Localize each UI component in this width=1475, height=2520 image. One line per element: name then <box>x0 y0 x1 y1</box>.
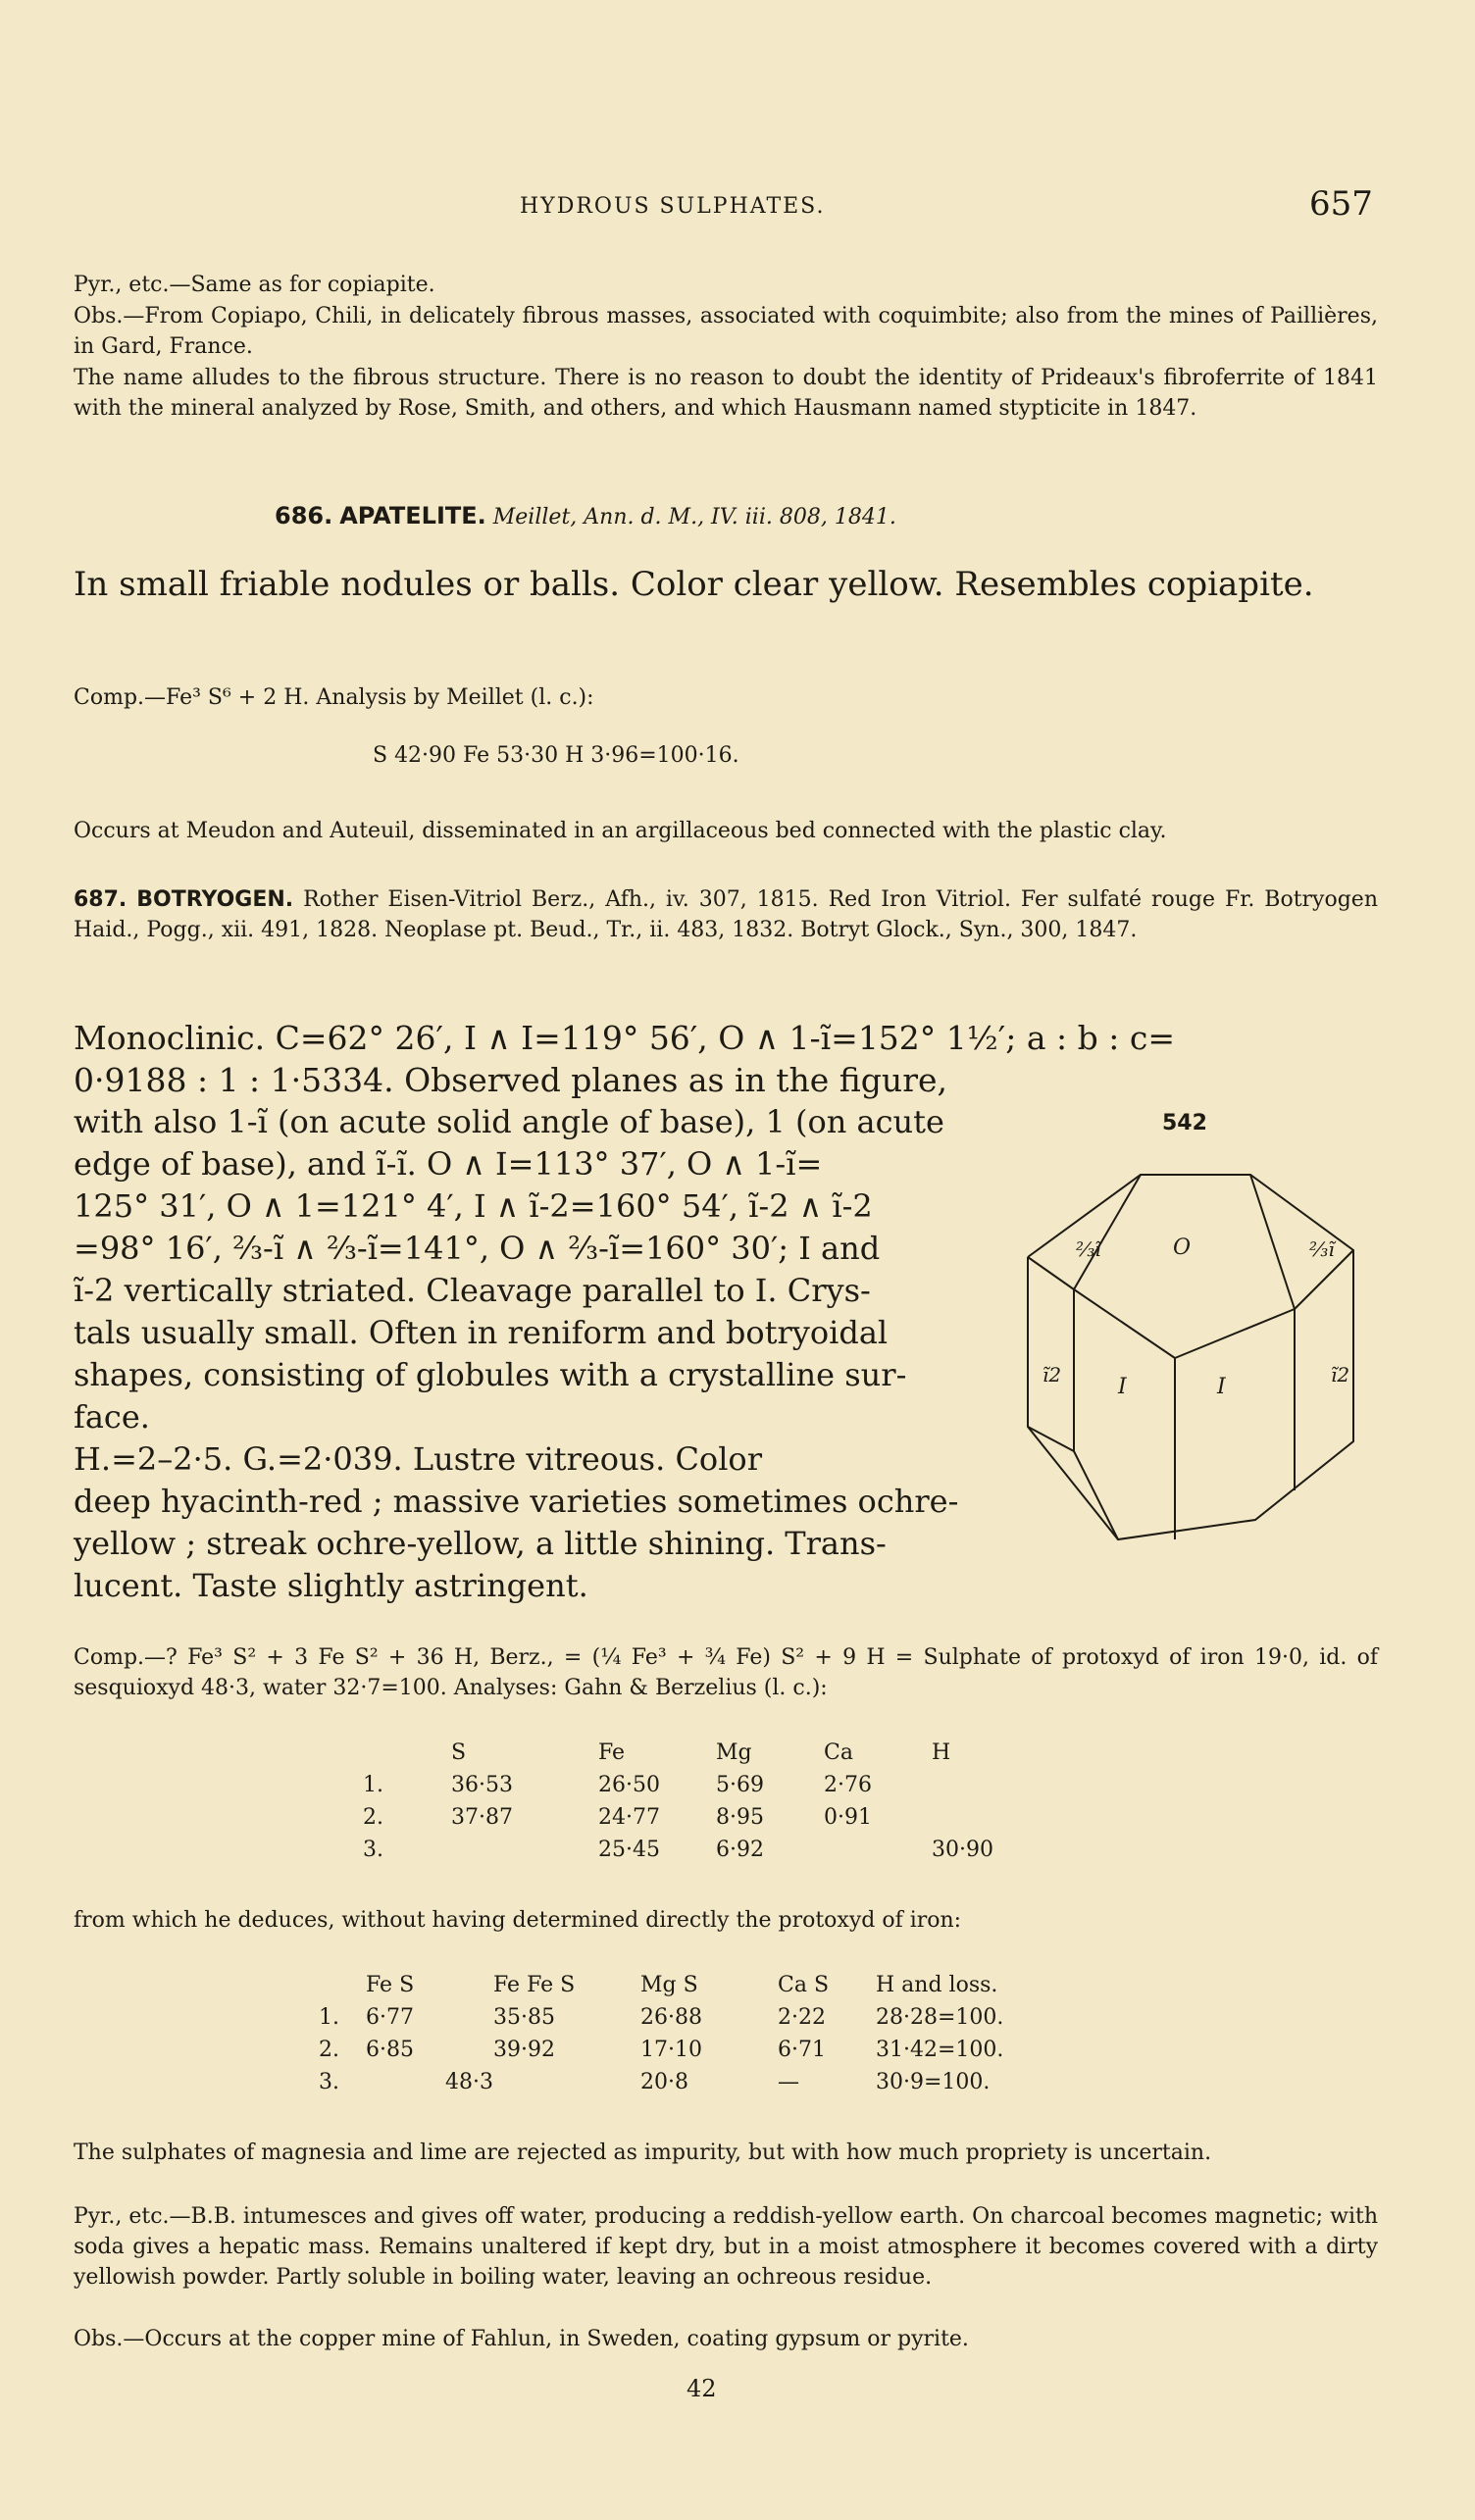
table-header: Mg S <box>640 1973 698 1997</box>
table-cell: 39·92 <box>493 2038 555 2062</box>
table-cell: 3. <box>319 2070 339 2094</box>
table-header-row <box>363 1737 1010 1769</box>
table-cell <box>932 1769 1010 1801</box>
table-cell: 6·92 <box>716 1838 764 1862</box>
table-header-row <box>319 1969 1052 2001</box>
apatelite-number: 686. <box>275 502 333 529</box>
table-header: Ca <box>824 1740 853 1765</box>
analysis-table-2 <box>319 1969 1052 2098</box>
label-top-right: ⅔ĩ <box>1309 1237 1335 1261</box>
table-header: H and loss. <box>876 1973 998 1997</box>
table-cell: 31·42=100. <box>876 2038 1004 2062</box>
table-header: Fe S <box>366 1973 415 1997</box>
botryogen-name: BOTRYOGEN. <box>136 887 294 912</box>
table-cell: 26·50 <box>598 1773 660 1797</box>
apatelite-heading <box>275 502 896 529</box>
table-header: Ca S <box>778 1973 830 1997</box>
description-line: shapes, consisting of globules with a crystalline sur- <box>74 1356 907 1393</box>
botryogen-crystal-line-2: 0·9188 : 1 : 1·5334. Observed planes as in the figure, <box>74 1061 947 1099</box>
pyr-paragraph: Pyr., etc.—Same as for copiapite. <box>74 273 435 297</box>
description-line: edge of base), and ĩ-ĩ. O ∧ I=113° 37′, O ∧ 1-ĩ= <box>74 1145 823 1183</box>
table-row <box>363 1769 1010 1801</box>
table-header <box>319 1969 366 2001</box>
analysis-table-1 <box>363 1737 1010 1866</box>
running-title: HYDROUS SULPHATES. <box>520 194 826 219</box>
table-cell <box>493 2066 640 2098</box>
description-line: tals usually small. Often in reniform and botryoidal <box>74 1314 889 1351</box>
table-header: S <box>451 1740 467 1765</box>
crystal-edge <box>1074 1451 1118 1539</box>
table-cell: 6·77 <box>366 2005 414 2030</box>
crystal-edge <box>1074 1289 1175 1358</box>
table-cell: 5·69 <box>716 1773 764 1797</box>
label-left: ĩ2 <box>1043 1363 1062 1386</box>
apatelite-description: In small friable nodules or balls. Color clear yellow. Resembles copiapite. <box>74 565 1314 604</box>
table-cell: 20·8 <box>640 2070 688 2094</box>
botryogen-description <box>74 1101 986 1607</box>
apatelite-analysis: S 42·90 Fe 53·30 H 3·96=100·16. <box>373 743 739 768</box>
table-cell: 35·85 <box>493 2005 555 2030</box>
botryogen-pyr: Pyr., etc.—B.B. intumesces and gives off water, producing a reddish-yellow earth. On charcoal becomes magnetic; with soda gives a hepatic mass. Remains unaltered if kept dry, but in a moist atmosphere it becomes covered with a dirty yellowish powder. Partly soluble in boiling water, leaving an ochreous residue. <box>74 2204 1378 2290</box>
table-cell: 28·28=100. <box>876 2005 1004 2030</box>
table-cell: 2. <box>319 2038 339 2062</box>
description-line: deep hyacinth-red ; massive varieties sometimes ochre- <box>74 1483 959 1520</box>
botryogen-comp: Comp.—? Fe³ S² + 3 Fe S² + 36 H, Berz., = (¼ Fe³ + ¾ Fe) S² + 9 H = Sulphate of protoxyd of iron 19·0, id. of sesquioxyd 48·3, water 32·7=100. Analyses: Gahn & Berzelius (l. c.): <box>74 1645 1378 1700</box>
signature-mark: 42 <box>687 2375 717 2402</box>
botryogen-synonym-text: Rother Eisen-Vitriol Berz., Afh., iv. 307, 1815. Red Iron Vitriol. Fer sulfaté rouge Fr. Botryogen Haid., Pogg., xii. 491, 1828. Neoplase pt. Beud., Tr., ii. 483, 1832. Botryt Glock., Syn., 300, 1847. <box>74 887 1378 942</box>
botryogen-obs: Obs.—Occurs at the copper mine of Fahlun, in Sweden, coating gypsum or pyrite. <box>74 2327 969 2351</box>
obs-paragraph: Obs.—From Copiapo, Chili, in delicately fibrous masses, associated with coquimbite; also from the mines of Paillières, in Gard, France. <box>74 304 1378 359</box>
table-cell <box>451 1834 598 1866</box>
table-cell: 30·9=100. <box>876 2070 991 2094</box>
table-cell: 1. <box>319 2005 339 2030</box>
description-line: lucent. Taste slightly astringent. <box>74 1567 588 1604</box>
apatelite-ref: Meillet, Ann. d. M., IV. iii. 808, 1841. <box>492 505 896 529</box>
table-cell: 48·3 <box>445 2070 493 2094</box>
table-cell: 36·53 <box>451 1773 513 1797</box>
table-cell: 37·87 <box>451 1805 513 1830</box>
description-line: with also 1-ĩ (on acute solid angle of base), 1 (on acute <box>74 1103 944 1140</box>
table-cell <box>824 1834 932 1866</box>
description-line: ĩ-2 vertically striated. Cleavage parallel to I. Crys- <box>74 1272 871 1309</box>
table-header: Fe Fe S <box>493 1973 576 1997</box>
crystal-edge <box>1074 1175 1141 1289</box>
name-paragraph: The name alludes to the fibrous structure. There is no reason to doubt the identity of Prideaux's fibroferrite of 1841 with the mineral analyzed by Rose, Smith, and others, and which Hausmann named stypticite in 1847. <box>74 366 1378 421</box>
table-cell: 3. <box>363 1838 383 1862</box>
table-row <box>319 2066 1052 2098</box>
table-cell: — <box>778 2070 799 2094</box>
table-cell: 25·45 <box>598 1838 660 1862</box>
botryogen-crystal-line-1: Monoclinic. C=62° 26′, I ∧ I=119° 56′, O ∧ 1-ĩ=152° 1½′; a : b : c= <box>74 1019 1175 1057</box>
apatelite-name: APATELITE. <box>339 502 486 529</box>
label-top-left: ⅔ĩ <box>1076 1237 1101 1261</box>
table-cell: 17·10 <box>640 2038 702 2062</box>
table-row <box>319 2034 1052 2066</box>
table-cell: 6·71 <box>778 2038 826 2062</box>
table-cell: 8·95 <box>716 1805 764 1830</box>
table-cell <box>932 1801 1010 1834</box>
table-header: Mg <box>716 1740 752 1765</box>
description-line: 125° 31′, O ∧ 1=121° 4′, I ∧ ĩ-2=160° 54′, ĩ-2 ∧ ĩ-2 <box>74 1187 873 1225</box>
crystal-figure <box>1020 1157 1363 1559</box>
label-center-right: I <box>1217 1375 1226 1399</box>
deduction-text: from which he deduces, without having determined directly the protoxyd of iron: <box>74 1908 962 1933</box>
crystal-edge <box>1028 1427 1074 1451</box>
table-row <box>319 2001 1052 2034</box>
table-row <box>363 1834 1010 1866</box>
table-header: H <box>932 1740 951 1765</box>
table-cell: 24·77 <box>598 1805 660 1830</box>
table-cell: 6·85 <box>366 2038 414 2062</box>
table-cell: 2·76 <box>824 1773 872 1797</box>
table-row <box>363 1801 1010 1834</box>
impurity-note: The sulphates of magnesia and lime are rejected as impurity, but with how much propriety is uncertain. <box>74 2141 1212 2165</box>
description-line: yellow ; streak ochre-yellow, a little shining. Trans- <box>74 1525 887 1562</box>
crystal-edge <box>1028 1257 1074 1289</box>
description-line: =98° 16′, ⅔-ĩ ∧ ⅔-ĩ=141°, O ∧ ⅔-ĩ=160° 30′; I and <box>74 1230 881 1267</box>
label-right: ĩ2 <box>1331 1363 1350 1386</box>
table-cell: 2. <box>363 1805 383 1830</box>
apatelite-comp: Comp.—Fe³ S⁶ + 2 H. Analysis by Meillet (l. c.): <box>74 685 594 710</box>
botryogen-synonyms <box>74 884 1378 945</box>
description-line: H.=2–2·5. G.=2·039. Lustre vitreous. Color <box>74 1440 762 1478</box>
table-cell: 30·90 <box>932 1838 993 1862</box>
table-cell: 1. <box>363 1773 383 1797</box>
page-number: 657 <box>1309 184 1373 224</box>
crystal-edge <box>1175 1309 1295 1358</box>
apatelite-occurrence: Occurs at Meudon and Auteuil, disseminated in an argillaceous bed connected with the plastic clay. <box>74 819 1167 843</box>
table-cell: 26·88 <box>640 2005 702 2030</box>
figure-number: 542 <box>1162 1111 1207 1135</box>
crystal-edge <box>1250 1175 1295 1309</box>
table-cell: 2·22 <box>778 2005 826 2030</box>
label-center-left: I <box>1118 1375 1127 1399</box>
description-line: face. <box>74 1398 150 1436</box>
table-header <box>363 1737 451 1769</box>
crystal-outline <box>1028 1175 1353 1539</box>
table-header: Fe <box>598 1740 626 1765</box>
botryogen-number: 687. <box>74 887 127 912</box>
table-cell: 0·91 <box>824 1805 872 1830</box>
label-top-center: O <box>1173 1235 1192 1260</box>
